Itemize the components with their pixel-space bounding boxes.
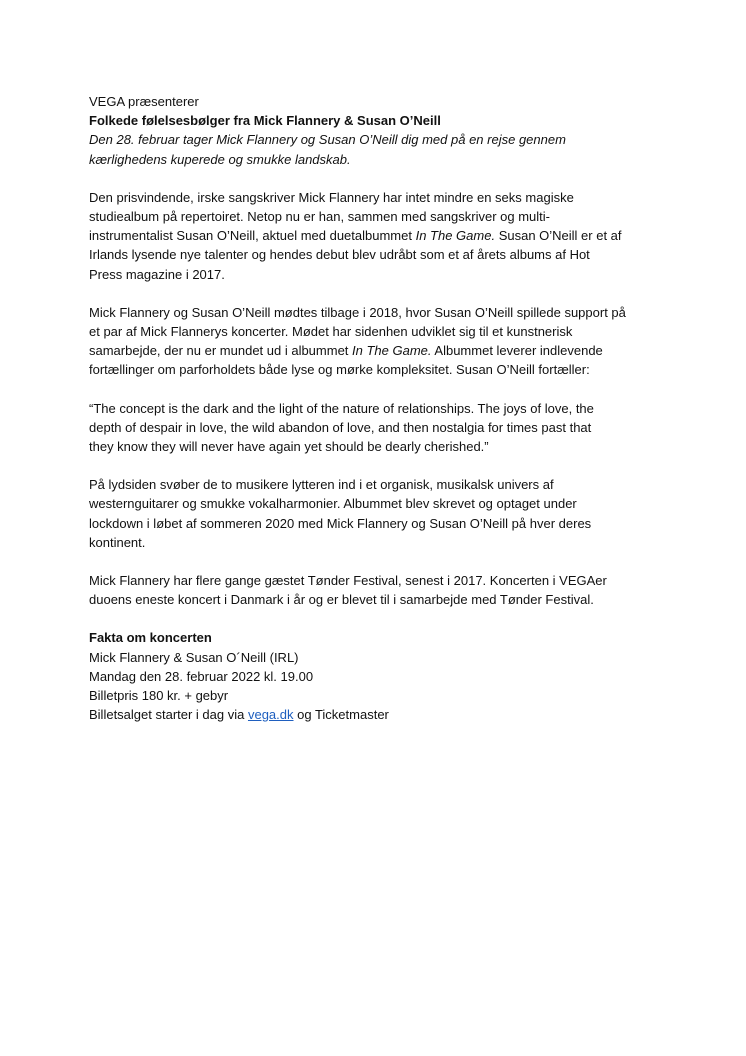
paragraph-line [89,226,669,245]
paragraph-line: studiealbum på repertoiret. Netop nu er han, sammen med sangskriver og multi- [89,209,550,225]
text-segment: Billetsalget starter i dag via [89,707,248,723]
quote-line: they know they will never have again yet should be dearly cherished.” [89,439,489,455]
paragraph-line: kontinent. [89,534,146,550]
press-release [89,92,669,724]
facts-block [89,628,669,724]
paragraph-line: Mick Flannery har flere gange gæstet Tønder Festival, senest i 2017. Koncerten i VEGAer [89,573,607,589]
facts-heading: Fakta om koncerten [89,630,212,646]
paragraph-line: Press magazine i 2017. [89,266,225,282]
paragraph-line: Irlands lysende nye talenter og hendes debut blev udråbt som et af årets albums af Hot [89,247,590,263]
paragraph-line: Den prisvindende, irske sangskriver Mick Flannery har intet mindre en seks magiske [89,189,574,205]
headline: Folkede følelsesbølger fra Mick Flannery & Susan O’Neill [89,113,441,129]
paragraph-gap [89,456,669,475]
paragraph-gap [89,609,669,628]
text-segment: instrumentalist Susan O’Neill, aktuel med duetalbummet [89,228,416,244]
paragraph-gap [89,169,669,188]
paragraph-line: lockdown i løbet af sommeren 2020 med Mick Flannery og Susan O’Neill på hver deres [89,515,592,531]
paragraph-line [89,341,669,360]
text-segment: Albummet leverer indlevende [431,343,603,359]
album-title: In The Game. [415,228,496,244]
paragraph-gap [89,284,669,303]
quote-line: “The concept is the dark and the light of the nature of relationships. The joys of love, the [89,400,594,416]
paragraph-line: På lydsiden svøber de to musikere lytteren ind i et organisk, musikalsk univers af [89,477,554,493]
lead-line-1: Den 28. februar tager Mick Flannery og Susan O’Neill dig med på en rejse gennem [89,132,566,148]
paragraph-meeting [89,303,669,380]
paragraph-line: duoens eneste koncert i Danmark i år og er blevet til i samarbejde med Tønder Festival. [89,592,594,608]
paragraph-sound [89,475,669,552]
facts-price: Billetpris 180 kr. + gebyr [89,688,229,704]
album-title: In The Game. [352,343,432,359]
facts-ticket-sale [89,705,669,724]
quote-block [89,399,669,457]
paragraph-intro [89,188,669,284]
text-segment: og Ticketmaster [293,707,389,723]
paragraph-line: et par af Mick Flannerys koncerter. Mødet har sidenhen udviklet sig til et kunstnerisk [89,324,573,340]
presenter-line: VEGA præsenterer [89,94,199,109]
facts-artists: Mick Flannery & Susan O´Neill (IRL) [89,649,299,665]
quote-line: depth of despair in love, the wild abandon of love, and then nostalgia for times past that [89,419,592,435]
facts-date: Mandag den 28. februar 2022 kl. 19.00 [89,668,314,684]
vega-link[interactable]: vega.dk [247,707,294,723]
text-segment: samarbejde, der nu er mundet ud i albummet [89,343,353,359]
paragraph-line: fortællinger om parforholdets både lyse og mørke kompleksitet. Susan O’Neill fortæller: [89,362,590,378]
paragraph-gap [89,552,669,571]
paragraph-line: westernguitarer og smukke vokalharmonier. Albummet blev skrevet og optaget under [89,496,577,512]
text-segment: Susan O’Neill er et af [495,228,622,244]
paragraph-gap [89,380,669,399]
lead-line-2: kærlighedens kuperede og smukke landskab. [89,151,351,167]
paragraph-festival [89,571,669,609]
paragraph-line: Mick Flannery og Susan O’Neill mødtes tilbage i 2018, hvor Susan O’Neill spillede support på [89,304,626,320]
